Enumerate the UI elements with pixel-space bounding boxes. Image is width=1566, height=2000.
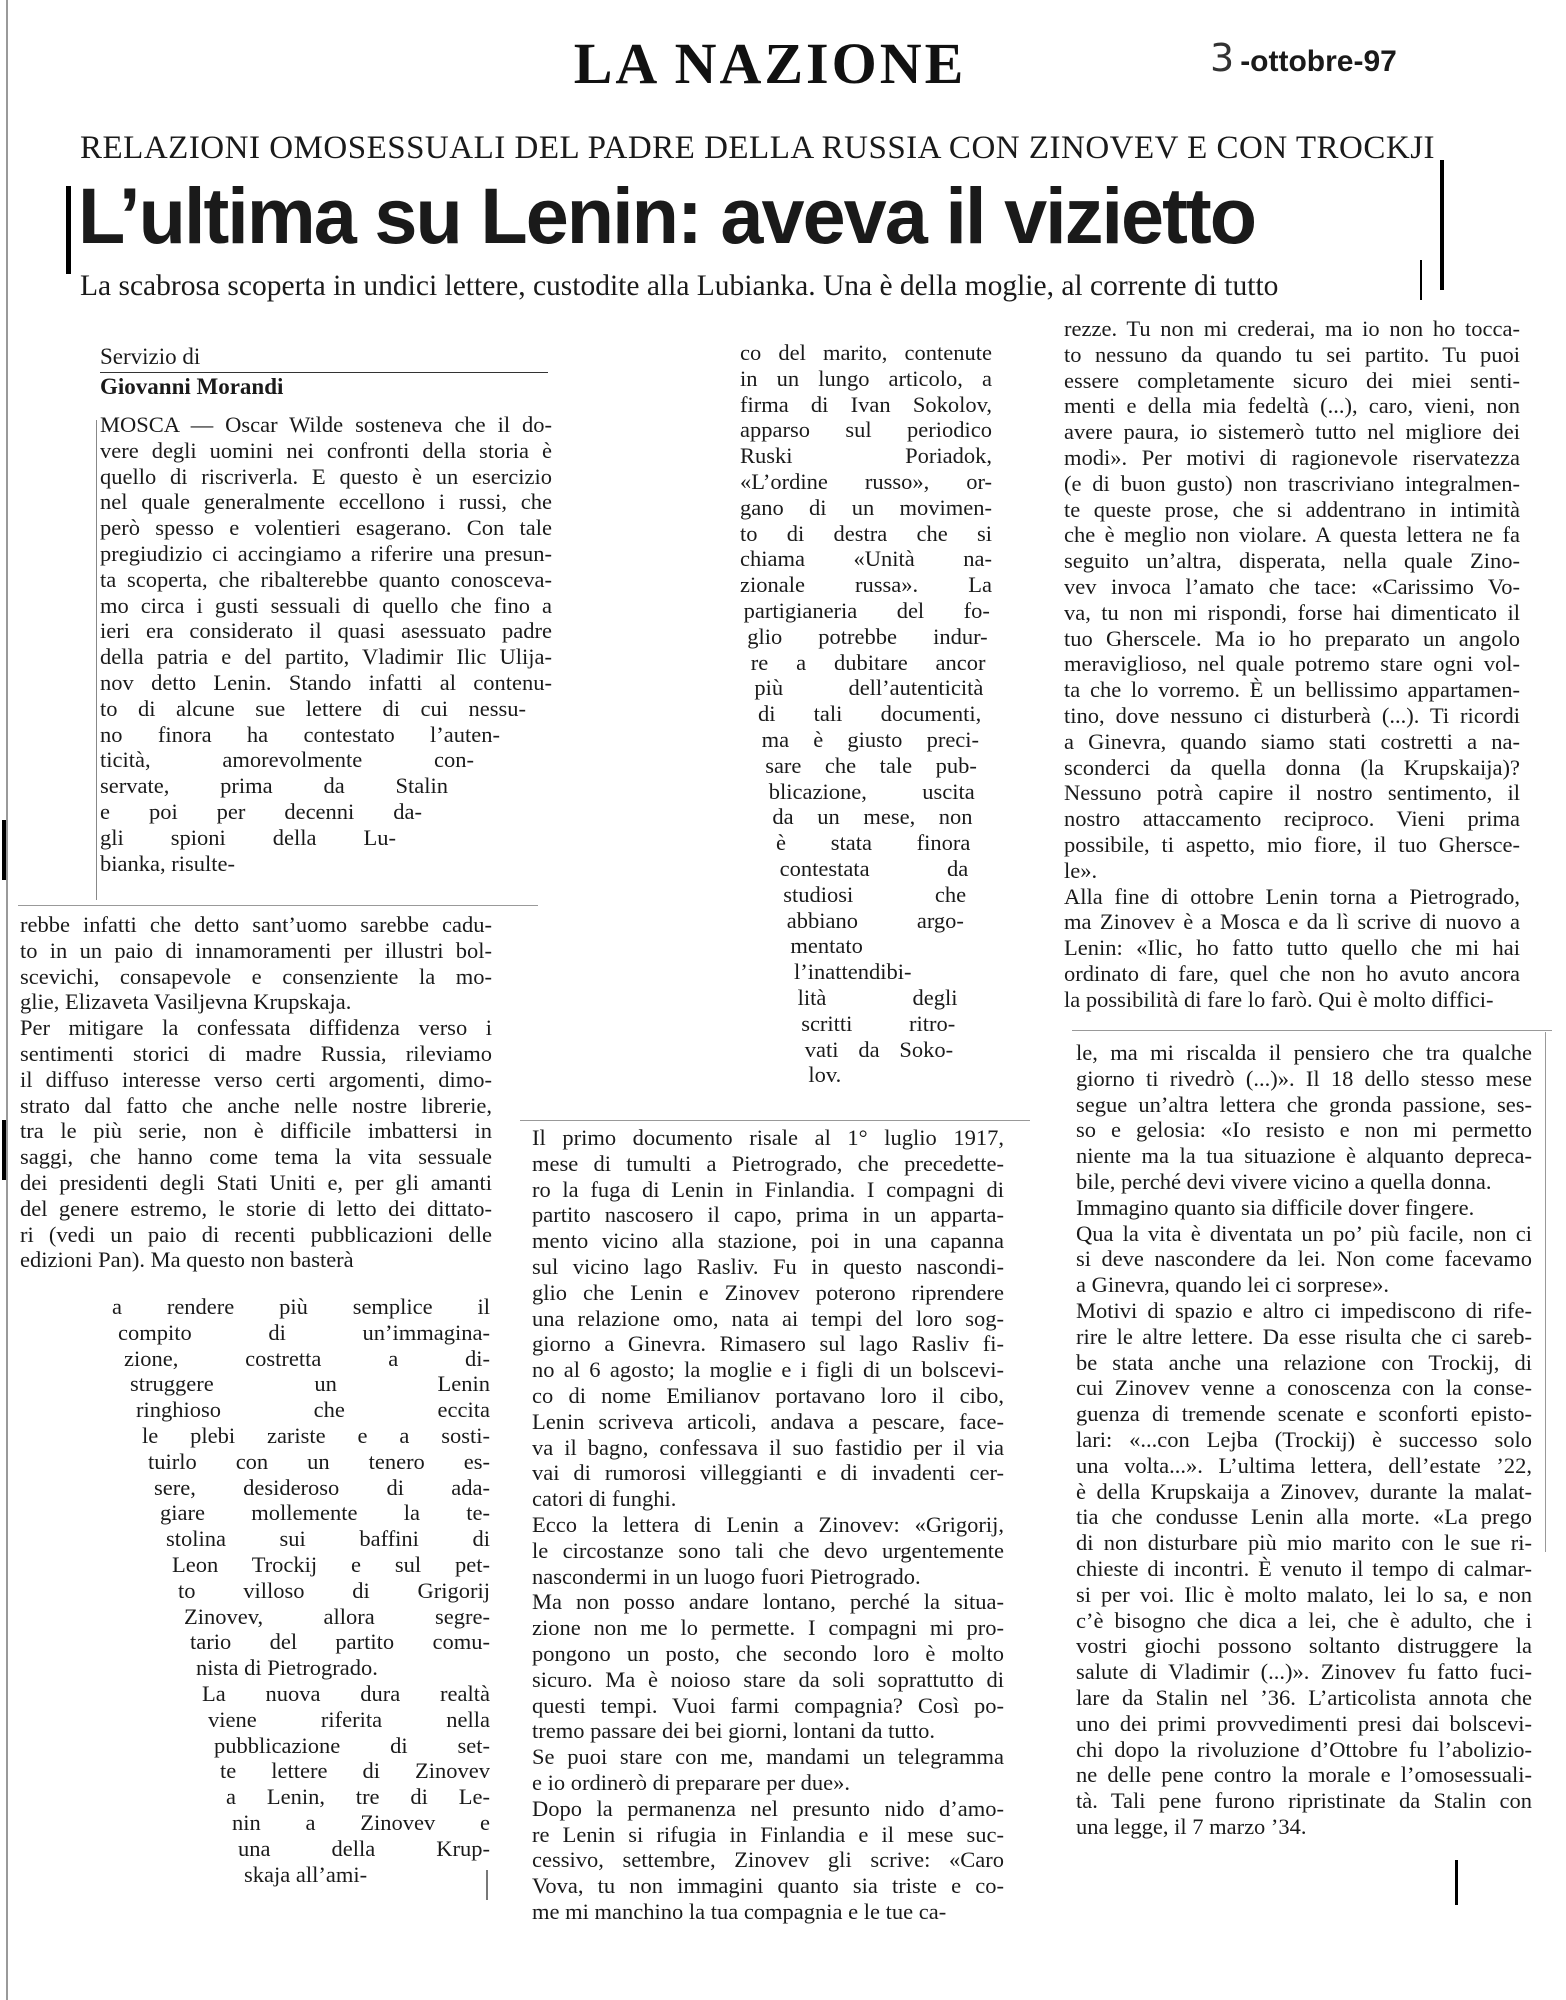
text-line: Vova, tu non immagini quanto sia triste e co- [532,1873,1004,1899]
text-line: Se puoi stare con me, mandami un telegramma [532,1744,1004,1770]
text-line: mo circa i gusti sessuali di quello che fino a [100,592,552,618]
text-line: Alla fine di ottobre Lenin torna a Pietrogrado, [1064,883,1520,909]
text-line: Motivi di spazio e altro ci impediscono di rife- [1076,1297,1532,1323]
text-line: re a dubitare ancor [750,649,986,675]
text-line: nostro attaccamento reciproco. Vieni prima [1064,806,1520,832]
text-line: te queste prose, che si addentrano in intimità [1064,496,1520,522]
text-line: ta scoperta, che ribalterebbe quanto conosceva- [100,566,552,592]
text-line: servate, prima da Stalin [100,773,448,799]
text-line: vai di rumorosi villeggianti e di invadenti cer- [532,1460,1004,1486]
text-line: catori di funghi. [532,1486,677,1512]
text-line: bianka, risulte- [100,850,235,876]
date [1210,36,1397,80]
text-line: nov detto Lenin. Stando infatti al contenu- [100,669,552,695]
text-line: guenza di tremende scenate e sconforti episto- [1076,1401,1532,1427]
text-line: Nessuno potrà capire il nostro sentimento, il [1064,780,1520,806]
text-line: sul vicino lago Rasliv. Fu in questo nascondi- [532,1253,1004,1279]
text-line: tra le più serie, non è difficile imbattersi in [20,1118,492,1144]
text-line: zionale russa». La [740,572,992,598]
text-line: abbiano argo- [786,907,964,933]
text-line: a Lenin, tre di Le- [226,1784,490,1810]
text-line: sconderci da quella donna (la Krupskaija)? [1064,754,1520,780]
deck-rule-right [1420,260,1422,300]
headline-kicker: RELAZIONI OMOSESSUALI DEL PADRE DELLA RUSSIA CON ZINOVEV E CON TROCKJI [80,130,1436,166]
text-line: rebbe infatti che detto sant’uomo sarebbe cadu- [20,912,492,937]
byline-author: Giovanni Morandi [100,374,284,399]
text-line: pongono un posto, che secondo loro è molto [532,1640,1004,1666]
text-line: di tali documenti, [758,701,982,727]
text-line: chiama «Unità na- [740,546,992,572]
text-line: lità degli [797,984,958,1010]
text-line: gli spioni della Lu- [100,824,396,850]
end-mark [1455,1860,1458,1905]
text-line: nin a Zinovev e [232,1809,490,1835]
text-line: (e di buon gusto) non trascriviano integralmen- [1064,470,1520,496]
text-line: in un lungo articolo, a [740,365,992,391]
headline-rule-left [66,186,71,274]
text-line: ordinato di fare, quel che non ho avuto ancora [1064,960,1520,986]
text-line: ta che lo vorremo. È un bellissimo appartamen- [1064,677,1520,703]
text-line: studiosi che [783,881,967,907]
handwritten-day: 3 [1210,36,1235,80]
text-line: MOSCA — Oscar Wilde sosteneva che il do- [100,412,552,437]
text-line: Per mitigare la confessata diffidenza verso i [20,1015,492,1041]
text-line: so e gelosia: «Io resisto e non mi permetto [1076,1117,1532,1143]
text-line: no al 6 agosto; la moglie e i figli di un bolscevi- [532,1357,1004,1383]
byline-rule [100,372,548,373]
text-line: l’inattendibi- [794,959,912,985]
text-line: meraviglioso, nel quale potremo stare ogni vol- [1064,651,1520,677]
text-line: pregiudizio ci accingiamo a riferire una presun- [100,540,552,566]
text-line: modi». Per motivi di ragionevole riservatezza [1064,444,1520,470]
text-line: tremo passare dei bei giorni, lontani da tutto. [532,1718,936,1744]
text-line: Lenin: «Ilic, ho fatto tutto quello che mi hai [1064,935,1520,961]
text-line: essere completamente sicuro dei miei senti- [1064,367,1520,393]
text-line: avere paura, io sistemerò tutto nel migliore dei [1064,419,1520,445]
text-line: Immagino quanto sia difficile dover fingere. [1076,1194,1475,1220]
text-line: Leon Trockij e sul pet- [172,1551,490,1577]
text-line: le». [1064,857,1098,883]
clipping-edge [520,1120,1030,1121]
text-line: Qua la vita è diventata un po’ più facile, non ci [1076,1220,1532,1246]
text-line: giare mollemente la te- [160,1500,490,1526]
text-line: firma di Ivan Sokolov, [740,391,992,417]
text-line: chi dopo la rivoluzione d’Ottobre fu l’abolizio- [1076,1736,1532,1762]
article-column-3-top [1064,316,1520,1013]
text-line: to villoso di Grigorij [178,1577,490,1603]
printed-date: -ottobre-97 [1240,45,1397,78]
text-line: me mi manchino la tua compagnia e le tue ca- [532,1898,947,1924]
text-line: lov. [808,1062,842,1088]
text-line: giorno a Ginevra. Rimasero sul lago Rasliv fi- [532,1331,1004,1357]
text-line: dei presidenti degli Stati Uniti e, per gli amanti [20,1169,492,1195]
text-line: Lenin scriveva articoli, andava a pescare, face- [532,1408,1004,1434]
text-line: a rendere più semplice il [112,1294,490,1319]
text-line: ro la fuga di Lenin in Finlandia. I compagni di [532,1176,1004,1202]
text-line: no finora ha contestato l’auten- [100,721,500,747]
text-line: Il primo documento risale al 1° luglio 1917, [532,1125,1004,1150]
text-line: scevichi, consapevole e consenziente la mo- [20,963,492,989]
text-line: sere, desideroso di ada- [154,1474,490,1500]
text-line: tuo Gherscele. Ma io ho preparato un angolo [1064,625,1520,651]
text-line: e io ordinerò di preparare per due». [532,1769,850,1795]
text-line: niente ma la tua situazione è alquanto depreca- [1076,1143,1532,1169]
article-column-1-top [100,412,552,876]
text-line: sare che tale pub- [765,752,977,778]
text-line: salute di Vladimir (...)». Zinovev fu fatto fuci- [1076,1659,1532,1685]
text-line: si deve nascondere da lei. Non come facevamo [1076,1246,1532,1272]
text-line: giorno ti rivedrò (...)». Il 18 dello stesso mese [1076,1065,1532,1091]
byline-kicker: Servizio di [100,344,201,369]
text-line: cui Zinovev venne a conoscenza con la conse- [1076,1375,1532,1401]
text-line: più dell’autenticità [754,675,984,701]
text-line: le plebi zariste e a sosti- [142,1422,490,1448]
text-line: to di alcune sue lettere di cui nessu- [100,695,526,721]
text-line: co di nome Emilianov portavano loro il cibo, [532,1382,1004,1408]
text-line: to in un paio di innamoramenti per illustri bol- [20,937,492,963]
text-line: strato dal fatto che anche nelle nostre librerie, [20,1092,492,1118]
text-line: vere degli uomini nei confronti della storia è [100,437,552,463]
binder-mark [2,820,6,880]
article-column-1-bottom [112,1294,490,1887]
text-line: glie, Elizaveta Vasiljevna Krupskaja. [20,989,352,1015]
text-line: menti e della mia fedeltà (...), caro, vieni, non [1064,393,1520,419]
text-line: glio potrebbe indur- [747,623,988,649]
text-line: tino, dove nessuno ci disturberà (...). Ti ricordi [1064,702,1520,728]
text-line: ringhioso che eccita [136,1397,490,1423]
text-line: a Ginevra, quando siamo stati costretti a na- [1064,728,1520,754]
text-line: uno dei primi provvedimenti presi dai bolscevi- [1076,1710,1532,1736]
text-line: vati da Soko- [804,1036,954,1062]
text-line: questi tempi. Vuoi farmi compagnia? Così po- [532,1692,1004,1718]
text-line: il diffuso interesse verso certi argomenti, dimo- [20,1066,492,1092]
text-line: ma Zinovev è a Mosca e da lì scrive di nuovo a [1064,909,1520,935]
text-line: mese di tumulti a Pietrogrado, che precedette- [532,1150,1004,1176]
text-line: segue un’altra lettera che gronda passione, ses- [1076,1091,1532,1117]
headline: L’ultima su Lenin: aveva il vizietto [78,171,1256,260]
text-line: stolina sui baffini di [166,1526,490,1552]
text-line: pubblicazione di set- [214,1732,490,1758]
text-line: una della Krup- [238,1835,490,1861]
text-line: c’è bisogno che dica a lei, che è adulto, che i [1076,1607,1532,1633]
text-line: rire le altre lettere. Da esse risulta che ci sareb- [1076,1323,1532,1349]
article-column-3-bottom [1076,1040,1532,1840]
clipping-edge [1545,1032,1546,1552]
text-line: vostri giochi possono soltanto distruggere la [1076,1633,1532,1659]
text-line: da un mese, non [772,804,973,830]
text-line: zione non me lo permette. I compagni mi pro- [532,1615,1004,1641]
text-line: nel quale generalmente eccellono i russi, che [100,489,552,515]
text-line: che è meglio non violare. A questa lettera ne fa [1064,522,1520,548]
text-line: mento vicino alla stazione, poi in una capanna [532,1228,1004,1254]
text-line: rezze. Tu non mi crederai, ma io non ho tocca- [1064,316,1520,341]
clipping-edge [18,905,538,906]
text-line: la possibilità di fare lo farò. Qui è molto diffici- [1064,986,1494,1012]
text-line: quello di riscriverla. E questo è un esercizio [100,463,552,489]
text-line: una relazione omo, nata ai tempi del loro sog- [532,1305,1004,1331]
text-line: tà. Tali pene furono ripristinate da Stalin con [1076,1788,1532,1814]
text-line: blicazione, uscita [768,778,975,804]
text-line: glio che Lenin e Zinovev poterono riprendere [532,1279,1004,1305]
text-line: Ruski Poriadok, [740,443,992,469]
text-line: tia che condusse Lenin alla morte. «La prego [1076,1504,1532,1530]
text-line: lare da Stalin nel ’36. L’articolista annota che [1076,1684,1532,1710]
text-line: edizioni Pan). Ma questo non basterà [20,1247,354,1273]
text-line: Ecco la lettera di Lenin a Zinovev: «Grigorij, [532,1511,1004,1537]
text-line: saggi, che hanno come tema la vita sessuale [20,1144,492,1170]
text-line: si per voi. Ilic è molto malato, lei lo sa, e non [1076,1581,1532,1607]
text-line: seguito un’altra, disperata, nella quale Zino- [1064,548,1520,574]
article-column-2-bottom [532,1125,1004,1925]
article-column-2-top [740,340,992,1088]
text-line: partito nascosero il capo, prima in un apparta- [532,1202,1004,1228]
text-line: chieste di incontri. È venuto il tempo di calmar- [1076,1555,1532,1581]
text-line: sentimenti storici di madre Russia, rileviamo [20,1040,492,1066]
text-line: tario del partito comu- [190,1629,490,1655]
text-line: Ma non posso andare lontano, perché la situa- [532,1589,1004,1615]
text-line: ieri era considerato il quasi asessuato padre [100,618,552,644]
text-line: to di destra che si [740,520,992,546]
text-line: e poi per decenni da- [100,798,422,824]
text-line: viene riferita nella [208,1706,490,1732]
text-line: partigianeria del fo- [743,597,990,623]
text-line: struggere un Lenin [130,1371,490,1397]
text-line: una volta...». L’ultima lettera, dell’estate ’22, [1076,1452,1532,1478]
text-line: va, tu non mi rispondi, forse hai dimenticato il [1064,599,1520,625]
masthead: LA NAZIONE [573,31,967,96]
text-line: possibile, ti aspetto, mio fiore, il tuo Ghersce- [1064,831,1520,857]
deck: La scabrosa scoperta in undici lettere, custodite alla Lubianka. Una è della moglie, al corrente di tutto [80,270,1279,302]
text-line: mentato [790,933,863,959]
text-line: apparso sul periodico [740,417,992,443]
text-line: to nessuno da quando tu sei partito. Tu puoi [1064,341,1520,367]
text-line: La nuova dura realtà [202,1680,490,1706]
text-line: zione, costretta a di- [124,1345,490,1371]
article-column-1-middle [20,912,492,1273]
text-line: di non disturbare più mio marito con le sue ri- [1076,1530,1532,1556]
text-line: ri (vedi un paio di recenti pubblicazioni delle [20,1221,492,1247]
text-line: skaja all’ami- [244,1861,368,1887]
clipping-edge [96,420,97,900]
text-line: nista di Pietrogrado. [196,1655,378,1681]
binder-mark [2,1120,6,1180]
text-line: ne delle pene contro la morale e l’omosessuali- [1076,1762,1532,1788]
text-line: co del marito, contenute [740,340,992,365]
text-line: le circostanze sono tali che devo urgentemente [532,1537,1004,1563]
text-line: a Ginevra, quando lei ci sorprese». [1076,1272,1390,1298]
text-line: ticità, amorevolmente con- [100,747,474,773]
text-line: Dopo la permanenza nel presunto nido d’amo- [532,1795,1004,1821]
text-line: «L’ordine russo», or- [740,468,992,494]
text-line: re Lenin si rifugia in Finlandia e il mese suc- [532,1821,1004,1847]
text-line: è stata finora [776,830,971,856]
text-line: gano di un movimen- [740,494,992,520]
text-line: nascondermi in un luogo fuori Pietrogrado. [532,1563,921,1589]
text-line: tuirlo con un tenero es- [148,1448,490,1474]
text-line: però spesso e volentieri esagerano. Con tale [100,515,552,541]
text-line: te lettere di Zinovev [220,1758,490,1784]
text-line: sicuro. Ma è noioso stare da soli soprattutto di [532,1666,1004,1692]
text-line: bile, perché devi vivere vicino a quella donna. [1076,1168,1492,1194]
text-line: contestata da [779,855,969,881]
text-line: una legge, il 7 marzo ’34. [1076,1813,1307,1839]
text-line: vev invoca l’amato che tace: «Carissimo Vo- [1064,573,1520,599]
text-line: compito di un’immagina- [118,1319,490,1345]
text-line: Zinovev, allora segre- [184,1603,490,1629]
headline-rule-right [1440,160,1444,290]
text-line: cessivo, settembre, Zinovev gli scrive: «Caro [532,1847,1004,1873]
text-line: ma è giusto preci- [761,726,980,752]
text-line: è della Krupskaija a Zinovev, durante la malat- [1076,1478,1532,1504]
text-line: be stata anche una relazione con Trockij, di [1076,1349,1532,1375]
text-line: lari: «...con Lejba (Trockij) è successo solo [1076,1426,1532,1452]
text-line: della patria e del partito, Vladimir Ilic Ulija- [100,644,552,670]
text-line: scritti ritro- [801,1010,956,1036]
binder-line [6,0,8,2000]
clipping-edge [1072,1030,1552,1031]
text-line: del genere estremo, le storie di letto dei dittato- [20,1195,492,1221]
text-line: va il bagno, confessava il suo fastidio per il via [532,1434,1004,1460]
text-line: le, ma mi riscalda il pensiero che tra qualche [1076,1040,1532,1065]
